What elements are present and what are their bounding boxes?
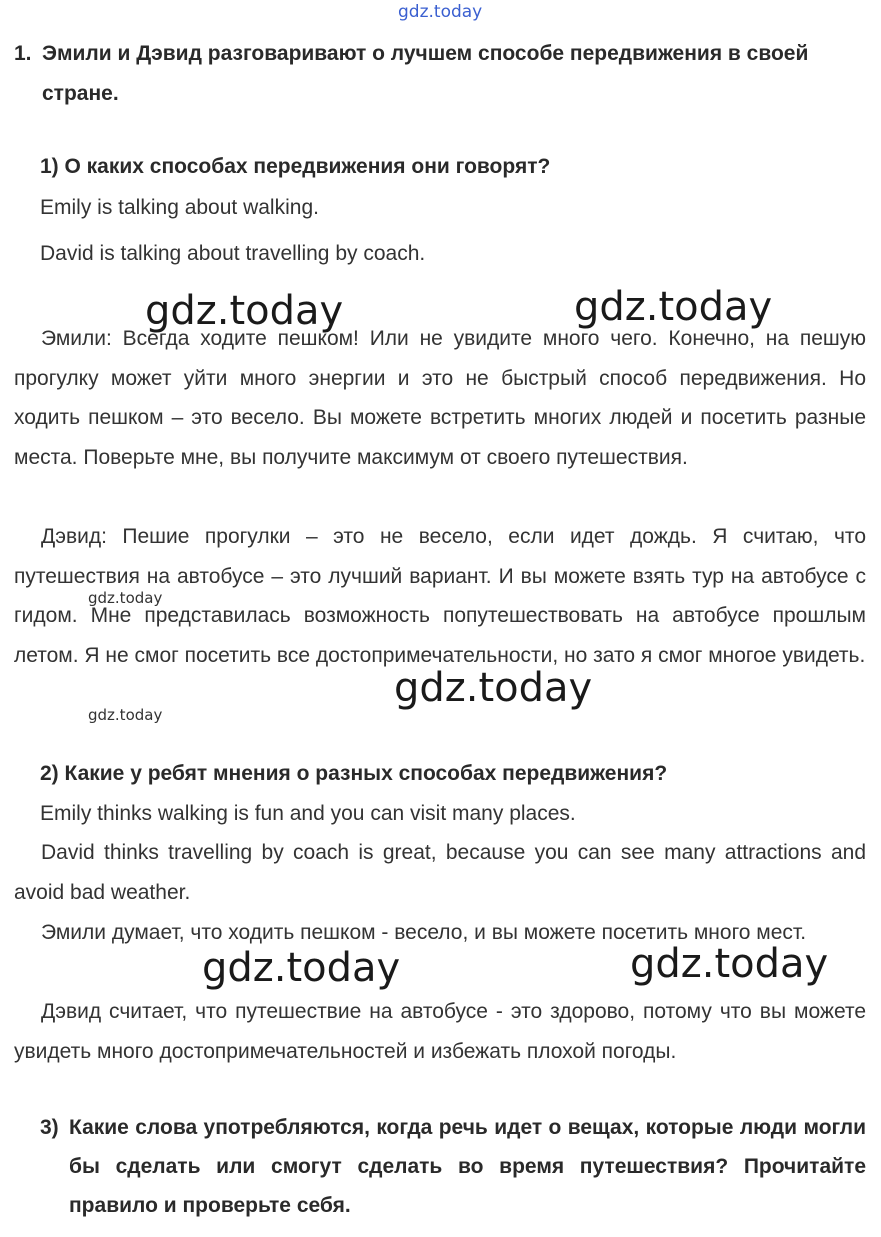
task-heading (14, 34, 866, 114)
question-1: 1) О каких способах передвижения они говорят? (40, 155, 551, 178)
question-3-number: 3) (40, 1116, 59, 1139)
question-3 (40, 1108, 866, 1225)
translation-2-emily: Эмили думает, что ходить пешком - весело, и вы можете посетить много мест. (41, 921, 807, 944)
question-3-text: Какие слова употребляются, когда речь идет о вещах, которые люди могли бы сделать или смогут сделать во время путешествия? Прочитайте правило и проверьте себя. (69, 1116, 866, 1217)
translation-1-emily: Эмили: Всегда ходите пешком! Или не увидите много чего. Конечно, на пешую прогулку может уйти много энергии и это не быстрый способ передвижения. Но ходить пешком – это весело. Вы можете встретить многих людей и посетить разные места. Поверьте мне, вы получите максимум от своего путешествия. (14, 327, 866, 469)
task-title: Эмили и Дэвид разговаривают о лучшем способе передвижения в своей стране. (42, 42, 809, 105)
translation-2-david: Дэвид считает, что путешествие на автобусе - это здорово, потому что вы можете увидеть много достопримечательностей и избежать плохой погоды. (14, 1000, 866, 1063)
watermark: gdz.today (394, 665, 593, 711)
watermark: gdz.today (145, 288, 344, 334)
watermark: gdz.today (88, 706, 163, 724)
answer-1-en-2: David is talking about travelling by coach. (40, 242, 426, 265)
question-2: 2) Какие у ребят мнения о разных способах передвижения? (40, 762, 668, 785)
answer-2-en-1: Emily thinks walking is fun and you can visit many places. (40, 802, 576, 825)
watermark-top: gdz.today (398, 2, 483, 22)
answer-2-en-2: David thinks travelling by coach is great, because you can see many attractions and avoid bad weather. (14, 841, 866, 904)
watermark: gdz.today (202, 945, 401, 991)
watermark: gdz.today (630, 941, 829, 987)
translation-1-david: Дэвид: Пешие прогулки – это не весело, если идет дождь. Я считаю, что путешествия на автобусе – это лучший вариант. И вы можете взять тур на автобусе с гидом. Мне представилась возможность попутешествовать на автобусе прошлым летом. Я не смог посетить все достопримечательности, но зато я смог многое увидеть. (14, 525, 866, 667)
task-number: 1. (14, 42, 32, 65)
watermark: gdz.today (574, 284, 773, 330)
watermark: gdz.today (88, 589, 163, 607)
answer-1-en-1: Emily is talking about walking. (40, 196, 319, 219)
